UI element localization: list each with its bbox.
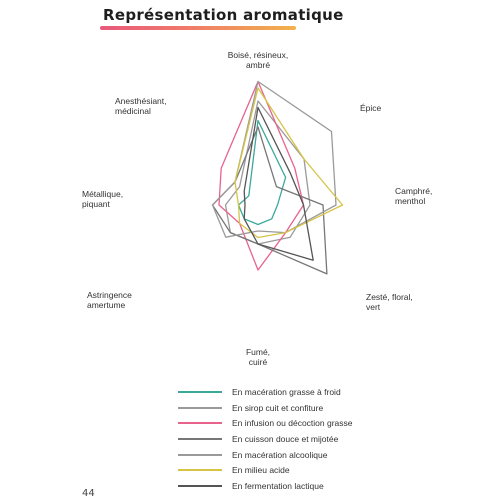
legend-item bbox=[178, 462, 478, 478]
legend-label: En fermentation lactique bbox=[232, 480, 324, 491]
legend-swatch bbox=[178, 469, 222, 471]
axis-label: Camphré, menthol bbox=[395, 186, 433, 206]
series-layer bbox=[213, 82, 343, 274]
axis-label: Zesté, floral, vert bbox=[366, 292, 413, 312]
legend-label: En infusion ou décoction grasse bbox=[232, 418, 353, 429]
legend-swatch bbox=[178, 422, 222, 424]
axis-label: Anesthésiant, médicinal bbox=[115, 96, 167, 116]
legend-item bbox=[178, 384, 478, 400]
legend-label: En cuisson douce et mijotée bbox=[232, 433, 339, 444]
legend-swatch bbox=[178, 485, 222, 487]
axis-label: Astringence amertume bbox=[87, 290, 132, 310]
legend-item bbox=[178, 400, 478, 416]
axis-label-layer bbox=[82, 50, 432, 367]
legend-swatch bbox=[178, 407, 222, 409]
legend bbox=[178, 384, 478, 494]
legend-swatch bbox=[178, 454, 222, 456]
legend-label: En macération alcoolique bbox=[232, 449, 328, 460]
page-number: 44 bbox=[82, 488, 95, 499]
legend-label: En sirop cuit et confiture bbox=[232, 402, 324, 413]
chart-title: Représentation aromatique bbox=[103, 6, 344, 24]
legend-item bbox=[178, 431, 478, 447]
legend-swatch bbox=[178, 391, 222, 393]
legend-item bbox=[178, 447, 478, 463]
axis-label: Fumé, cuiré bbox=[245, 347, 271, 367]
axis-label: Épice bbox=[360, 103, 382, 113]
axis-label: Boisé, résineux, ambré bbox=[227, 50, 289, 70]
legend-item bbox=[178, 478, 478, 494]
legend-item bbox=[178, 415, 478, 431]
legend-swatch bbox=[178, 438, 222, 440]
legend-label: En macération grasse à froid bbox=[232, 386, 341, 397]
axis-label: Métallique, piquant bbox=[82, 189, 124, 209]
legend-label: En milieu acide bbox=[232, 465, 290, 476]
